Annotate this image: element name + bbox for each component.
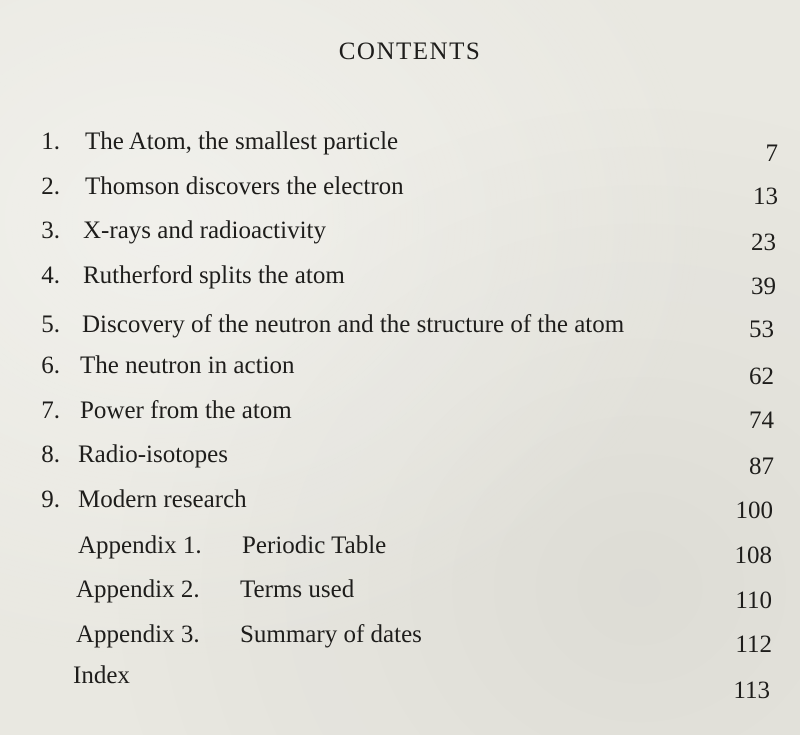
toc-entry-chapter-9 bbox=[30, 485, 630, 515]
appendix-page-number: 110 bbox=[735, 587, 772, 614]
contents-heading: CONTENTS bbox=[338, 38, 482, 65]
chapter-number: 1. bbox=[41, 128, 60, 155]
chapter-page-number: 7 bbox=[765, 140, 778, 167]
chapter-page-number: 87 bbox=[749, 453, 774, 480]
toc-entry-appendix-1 bbox=[78, 531, 638, 561]
chapter-number: 7. bbox=[41, 397, 60, 424]
toc-entry-chapter-8 bbox=[30, 440, 630, 470]
chapter-title: Radio-isotopes bbox=[78, 441, 228, 468]
toc-entry-chapter-7 bbox=[30, 396, 630, 426]
toc-entry-index bbox=[73, 661, 273, 691]
chapter-page-number: 100 bbox=[735, 497, 773, 524]
chapter-number: 6. bbox=[41, 352, 60, 379]
chapter-number: 5. bbox=[41, 311, 60, 338]
chapter-number: 3. bbox=[41, 217, 60, 244]
toc-entry-chapter-2 bbox=[30, 172, 630, 202]
toc-entry-appendix-3 bbox=[76, 620, 636, 650]
toc-entry-chapter-4 bbox=[30, 261, 630, 291]
chapter-page-number: 39 bbox=[751, 273, 776, 300]
appendix-page-number: 108 bbox=[734, 542, 772, 569]
chapter-page-number: 13 bbox=[753, 183, 778, 210]
chapter-number: 4. bbox=[41, 262, 60, 289]
toc-entry-appendix-2 bbox=[76, 575, 636, 605]
toc-entry-chapter-3 bbox=[30, 216, 630, 246]
appendix-label: Appendix 1. bbox=[78, 532, 202, 559]
index-page-number: 113 bbox=[733, 677, 770, 704]
chapter-title: Power from the atom bbox=[80, 397, 292, 424]
toc-entry-chapter-5 bbox=[30, 310, 720, 340]
chapter-title: Thomson discovers the electron bbox=[85, 173, 404, 200]
chapter-title: The Atom, the smallest particle bbox=[85, 128, 399, 155]
toc-entry-chapter-1 bbox=[30, 127, 630, 157]
appendix-label: Appendix 3. bbox=[76, 621, 200, 648]
chapter-title: Discovery of the neutron and the structure of the atom bbox=[82, 311, 625, 338]
toc-entry-chapter-6 bbox=[30, 351, 630, 381]
chapter-title: Modern research bbox=[78, 486, 247, 513]
chapter-page-number: 23 bbox=[751, 229, 776, 256]
appendix-title: Terms used bbox=[240, 576, 355, 603]
appendix-page-number: 112 bbox=[735, 631, 772, 658]
chapter-title: X-rays and radioactivity bbox=[83, 217, 326, 244]
chapter-number: 8. bbox=[41, 441, 60, 468]
appendix-label: Appendix 2. bbox=[76, 576, 200, 603]
appendix-title: Summary of dates bbox=[240, 621, 422, 648]
chapter-page-number: 53 bbox=[749, 316, 774, 343]
chapter-title: Rutherford splits the atom bbox=[83, 262, 345, 289]
chapter-number: 9. bbox=[41, 486, 60, 513]
chapter-page-number: 74 bbox=[749, 407, 774, 434]
chapter-page-number: 62 bbox=[749, 363, 774, 390]
chapter-title: The neutron in action bbox=[80, 352, 295, 379]
chapter-number: 2. bbox=[41, 173, 60, 200]
appendix-title: Periodic Table bbox=[242, 532, 387, 559]
index-title: Index bbox=[73, 662, 130, 689]
